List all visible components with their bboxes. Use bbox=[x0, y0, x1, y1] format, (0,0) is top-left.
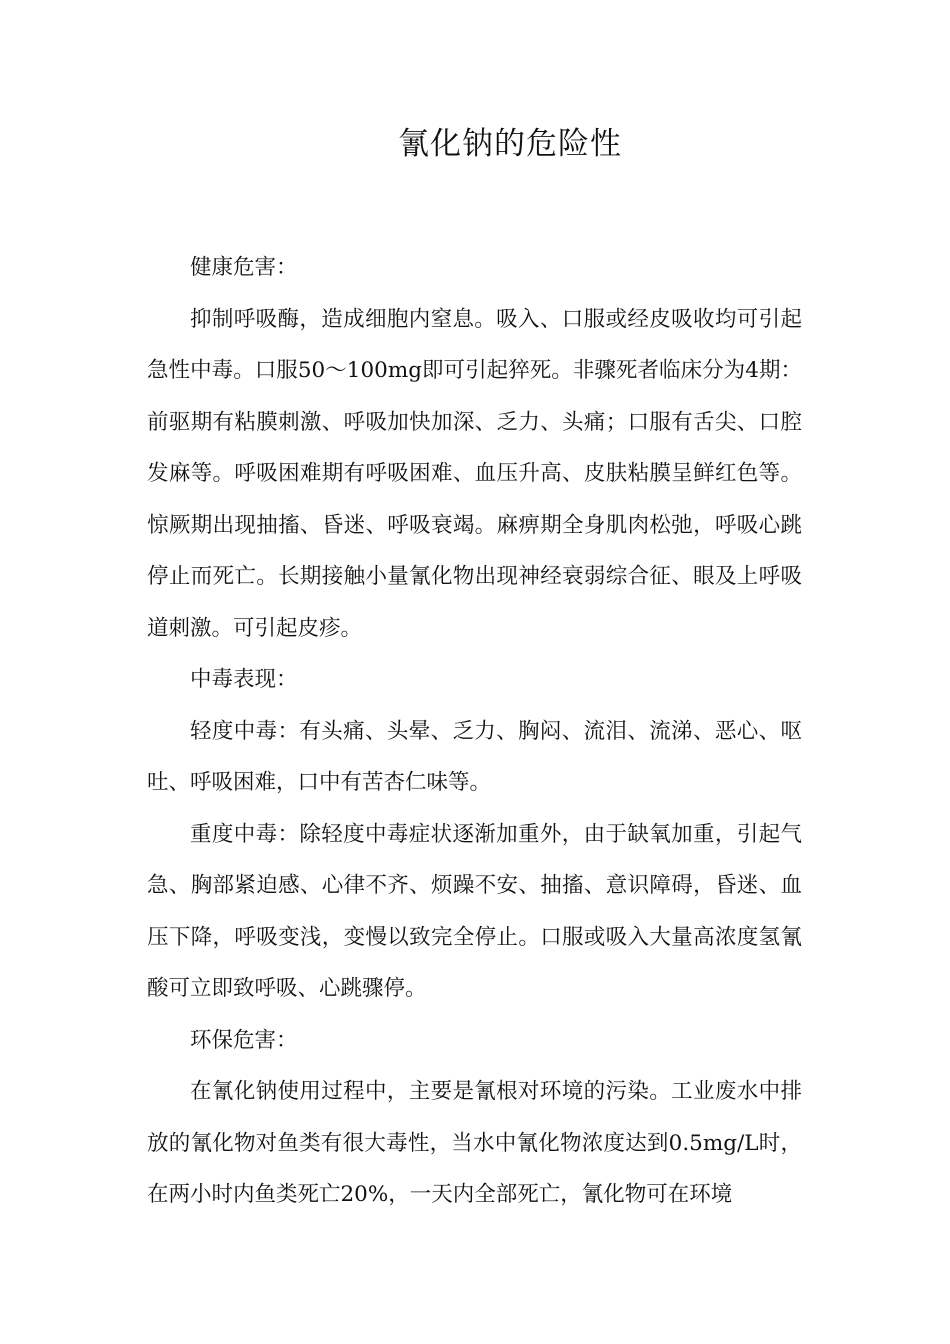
paragraph-health-hazard: 抑制呼吸酶，造成细胞内窒息。吸入、口服或经皮吸收均可引起急性中毒。口服50～100mg即可引起猝死。非骤死者临床分为4期：前驱期有粘膜刺激、呼吸加快加深、乏力、头痛；口服有舌尖、口腔发麻等。呼吸困难期有呼吸困难、血压升高、皮肤粘膜呈鲜红色等。惊厥期出现抽搐、昏迷、呼吸衰竭。麻痹期全身肌肉松弛，呼吸心跳停止而死亡。长期接触小量氰化物出现神经衰弱综合征、眼及上呼吸道刺激。可引起皮疹。 bbox=[147, 306, 802, 641]
paragraph-severe-poisoning: 重度中毒：除轻度中毒症状逐渐加重外，由于缺氧加重，引起气急、胸部紧迫感、心律不齐、烦躁不安、抽搐、意识障碍，昏迷、血压下降，呼吸变浅，变慢以致完全停止。口服或吸入大量高浓度氢氰酸可立即致呼吸、心跳骤停。 bbox=[147, 821, 802, 1001]
section-heading-poisoning-symptoms: 中毒表现： bbox=[190, 667, 298, 692]
section-heading-health-hazard: 健康危害： bbox=[190, 255, 298, 280]
paragraph-environmental-hazard: 在氰化钠使用过程中，主要是氰根对环境的污染。工业废水中排放的氰化物对鱼类有很大毒性，当水中氰化物浓度达到0.5mg/L时，在两小时内鱼类死亡20%，一天内全部死亡，氰化物可在环境 bbox=[147, 1079, 802, 1207]
document-body bbox=[147, 242, 802, 1221]
document-title: 氰化钠的危险性 bbox=[398, 126, 622, 162]
section-heading-environmental-hazard: 环保危害： bbox=[190, 1027, 298, 1053]
paragraph-mild-poisoning: 轻度中毒：有头痛、头晕、乏力、胸闷、流泪、流涕、恶心、呕吐、呼吸困难，口中有苦杏仁味等。 bbox=[147, 718, 802, 795]
